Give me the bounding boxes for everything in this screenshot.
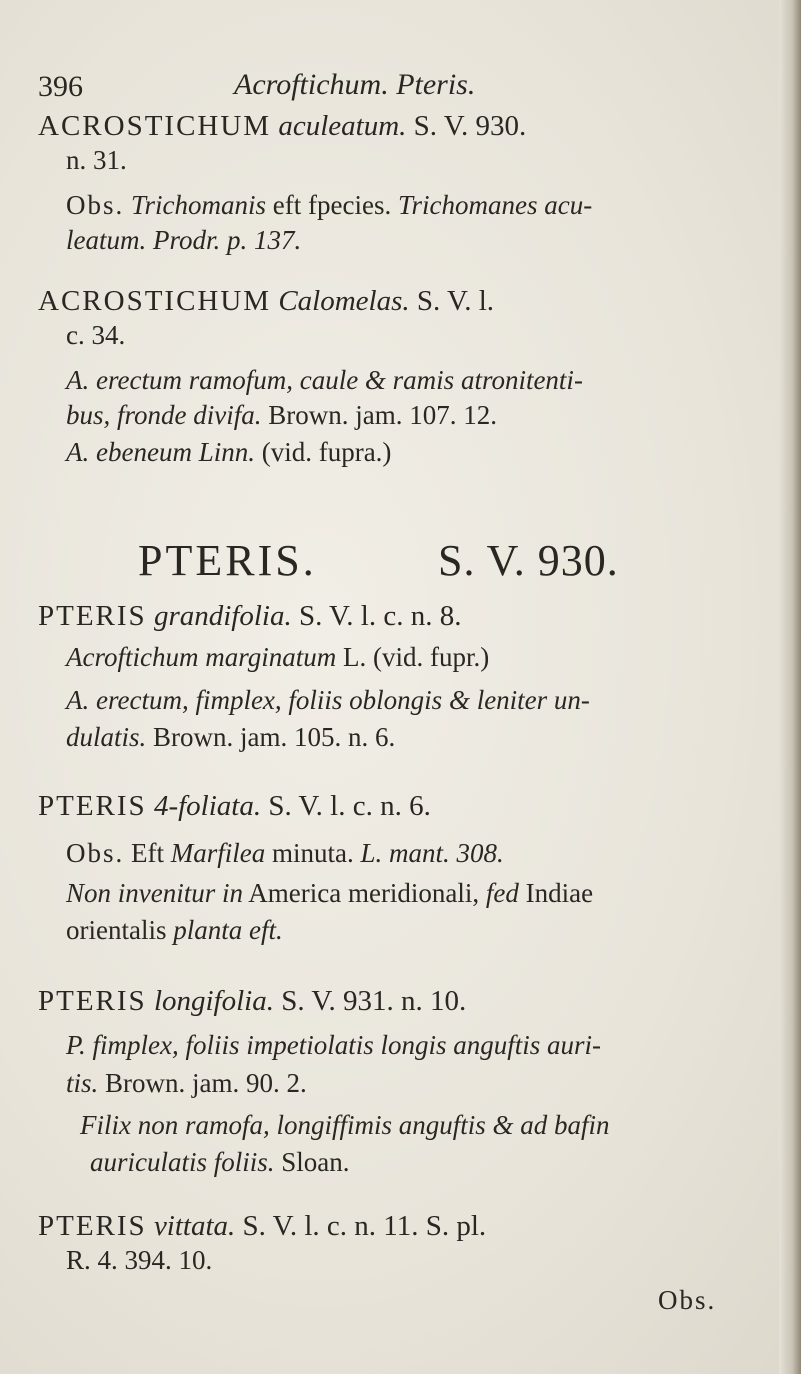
entry-line: PTERIS 4-foliata. S. V. l. c. n. 6. — [38, 790, 431, 822]
running-title: Acroftichum. Pteris. — [234, 68, 476, 101]
page-number: 396 — [38, 70, 83, 103]
entry-line: ACROSTICHUM Calomelas. S. V. l. — [38, 285, 495, 317]
entry-line: PTERIS vittata. S. V. l. c. n. 11. S. pl. — [38, 1210, 487, 1242]
entry-line: Obs. Eft Marfilea minuta. L. mant. 308. — [66, 838, 504, 868]
entry-line: c. 34. — [66, 320, 126, 350]
entry-line: Filix non ramofa, longiffimis anguftis & ad bafin — [80, 1110, 610, 1140]
entry-line: leatum. Prodr. p. 137. — [66, 225, 302, 255]
entry-line: tis. Brown. jam. 90. 2. — [66, 1068, 307, 1098]
entry-line: Acroftichum marginatum L. (vid. fupr.) — [66, 642, 490, 672]
section-heading-ref: S. V. 930. — [438, 536, 619, 585]
entry-line: A. ebeneum Linn. (vid. fupra.) — [66, 437, 392, 467]
entry-line: orientalis planta eft. — [66, 915, 283, 945]
entry-line: Non invenitur in America meridionali, fed Indiae — [66, 878, 594, 908]
entry-line: PTERIS longifolia. S. V. 931. n. 10. — [38, 985, 467, 1017]
entry-line: PTERIS grandifolia. S. V. l. c. n. 8. — [38, 600, 462, 632]
entry-line: n. 31. — [66, 145, 127, 175]
catchword: Obs. — [658, 1285, 717, 1315]
entry-line: auriculatis foliis. Sloan. — [90, 1147, 350, 1177]
entry-line: P. fimplex, foliis impetiolatis longis anguftis auri- — [66, 1030, 602, 1060]
entry-line: A. erectum, fimplex, foliis oblongis & leniter un- — [66, 685, 590, 715]
page-edge — [779, 0, 801, 1374]
entry-line: A. erectum ramofum, caule & ramis atronitenti- — [66, 365, 583, 395]
section-heading: PTERIS. — [138, 536, 317, 585]
entry-line: Obs. Trichomanis eft fpecies. Trichomanes acu- — [66, 190, 593, 220]
entry-line: ACROSTICHUM aculeatum. S. V. 930. — [38, 110, 527, 142]
entry-line: dulatis. Brown. jam. 105. n. 6. — [66, 722, 396, 752]
entry-line: R. 4. 394. 10. — [66, 1245, 213, 1275]
entry-line: bus, fronde divifa. Brown. jam. 107. 12. — [66, 400, 497, 430]
